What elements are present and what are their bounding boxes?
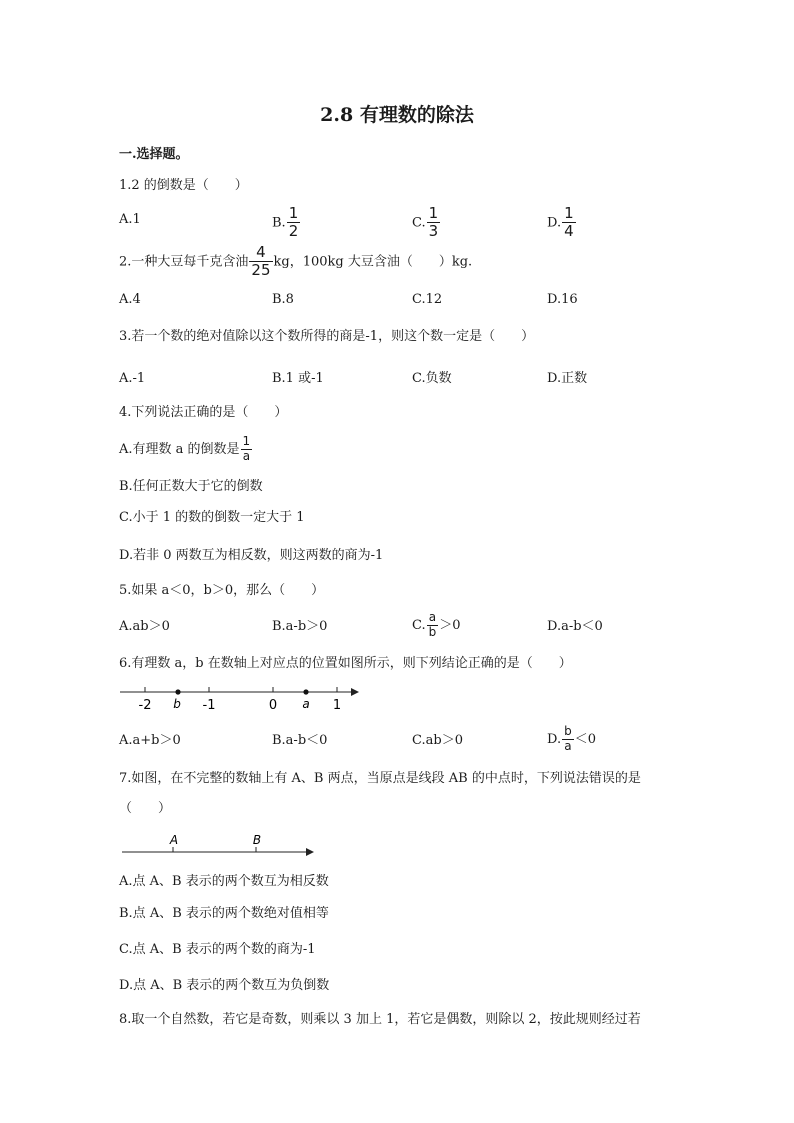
question-2-option-d: D.16 — [547, 292, 578, 307]
question-1-option-b: B. $\frac{1}{2}$ — [272, 204, 299, 241]
question-5-option-d: D.a-b＜0 — [547, 619, 603, 634]
question-4-option-b: B.任何正数大于它的倒数 — [119, 479, 263, 494]
number-line-figure — [115, 680, 365, 714]
question-4-option-c: C.小于 1 的数的倒数一定大于 1 — [119, 510, 305, 525]
tick-label-minus-1: -1 — [202, 698, 216, 713]
tick-label-1: 1 — [332, 698, 342, 713]
question-2-option-a: A.4 — [119, 292, 141, 307]
point-label-b: b — [173, 697, 181, 711]
page-title: 2.8 有理数的除法 — [320, 104, 474, 126]
number-line-figure — [120, 830, 320, 860]
question-3-option-b: B.1 或-1 — [272, 371, 324, 386]
question-4-option-a: A.有理数 a 的倒数是 $\frac{1}{a}$ — [119, 434, 251, 463]
fraction: $\frac{4}{25}$ — [251, 243, 271, 280]
question-6-stem: 6.有理数 a，b 在数轴上对应点的位置如图所示，则下列结论正确的是（ ） — [119, 656, 572, 671]
question-3-option-d: D.正数 — [547, 371, 588, 386]
question-2-option-c: C.12 — [412, 292, 443, 307]
question-7-option-d: D.点 A、B 表示的两个数互为负倒数 — [119, 978, 330, 993]
question-1-option-a: A.1 — [119, 212, 141, 227]
fraction: $\frac{b}{a}$ — [564, 724, 572, 753]
question-2-stem: 2.一种大豆每千克含油 $\frac{4}{25}$ kg，100kg 大豆含油（ ）kg. — [119, 243, 473, 280]
point-a — [303, 689, 308, 694]
question-2-option-b: B.8 — [272, 292, 294, 307]
fraction: $\frac{1}{2}$ — [288, 204, 299, 241]
question-3-option-c: C.负数 — [412, 371, 452, 386]
question-7-stem: 7.如图，在不完整的数轴上有 A、B 两点，当原点是线段 AB 的中点时，下列说法错误的是 — [119, 771, 641, 786]
question-1-stem: 1.2 的倒数是（ ） — [119, 178, 248, 193]
question-8-stem: 8.取一个自然数，若它是奇数，则乘以 3 加上 1，若它是偶数，则除以 2，按此规则经过若 — [119, 1012, 641, 1027]
question-1-option-c: C. $\frac{1}{3}$ — [412, 204, 439, 241]
fraction: $\frac{a}{b}$ — [428, 610, 437, 639]
fraction: $\frac{1}{3}$ — [428, 204, 439, 241]
question-3-stem: 3.若一个数的绝对值除以这个数所得的商是-1，则这个数一定是（ ） — [119, 329, 535, 344]
question-7-option-c: C.点 A、B 表示的两个数的商为-1 — [119, 942, 316, 957]
question-7-option-a: A.点 A、B 表示的两个数互为相反数 — [119, 874, 329, 889]
question-1-option-d: D. $\frac{1}{4}$ — [547, 204, 574, 241]
point-b — [175, 689, 180, 694]
section-heading: 一.选择题。 — [119, 147, 189, 162]
tick-label-0: 0 — [268, 698, 278, 713]
question-5-option-a: A.ab＞0 — [119, 619, 170, 634]
tick-label-minus-2: -2 — [138, 698, 152, 713]
arrow-head — [351, 688, 359, 696]
question-6-option-c: C.ab＞0 — [412, 733, 463, 748]
question-7-option-b: B.点 A、B 表示的两个数绝对值相等 — [119, 906, 329, 921]
question-5-option-b: B.a-b＞0 — [272, 619, 328, 634]
point-label-a: a — [302, 697, 310, 711]
fraction: $\frac{1}{4}$ — [564, 204, 574, 241]
question-5-option-c: C. $\frac{a}{b}$ ＞0 — [412, 610, 461, 639]
arrow-head — [306, 848, 314, 856]
point-label-b: B — [252, 833, 262, 847]
question-3-option-a: A.-1 — [119, 371, 146, 386]
question-5-stem: 5.如果 a＜0，b＞0，那么（ ） — [119, 583, 325, 598]
question-6-option-a: A.a+b＞0 — [119, 733, 181, 748]
point-label-a: A — [169, 833, 179, 847]
question-6-option-d: D. $\frac{b}{a}$ ＜0 — [547, 724, 596, 753]
question-4-stem: 4.下列说法正确的是（ ） — [119, 405, 288, 420]
fraction: $\frac{1}{a}$ — [242, 434, 251, 463]
question-7-stem-continued: （ ） — [119, 801, 172, 816]
question-4-option-d: D.若非 0 两数互为相反数，则这两数的商为-1 — [119, 548, 384, 563]
question-6-option-b: B.a-b＜0 — [272, 733, 328, 748]
